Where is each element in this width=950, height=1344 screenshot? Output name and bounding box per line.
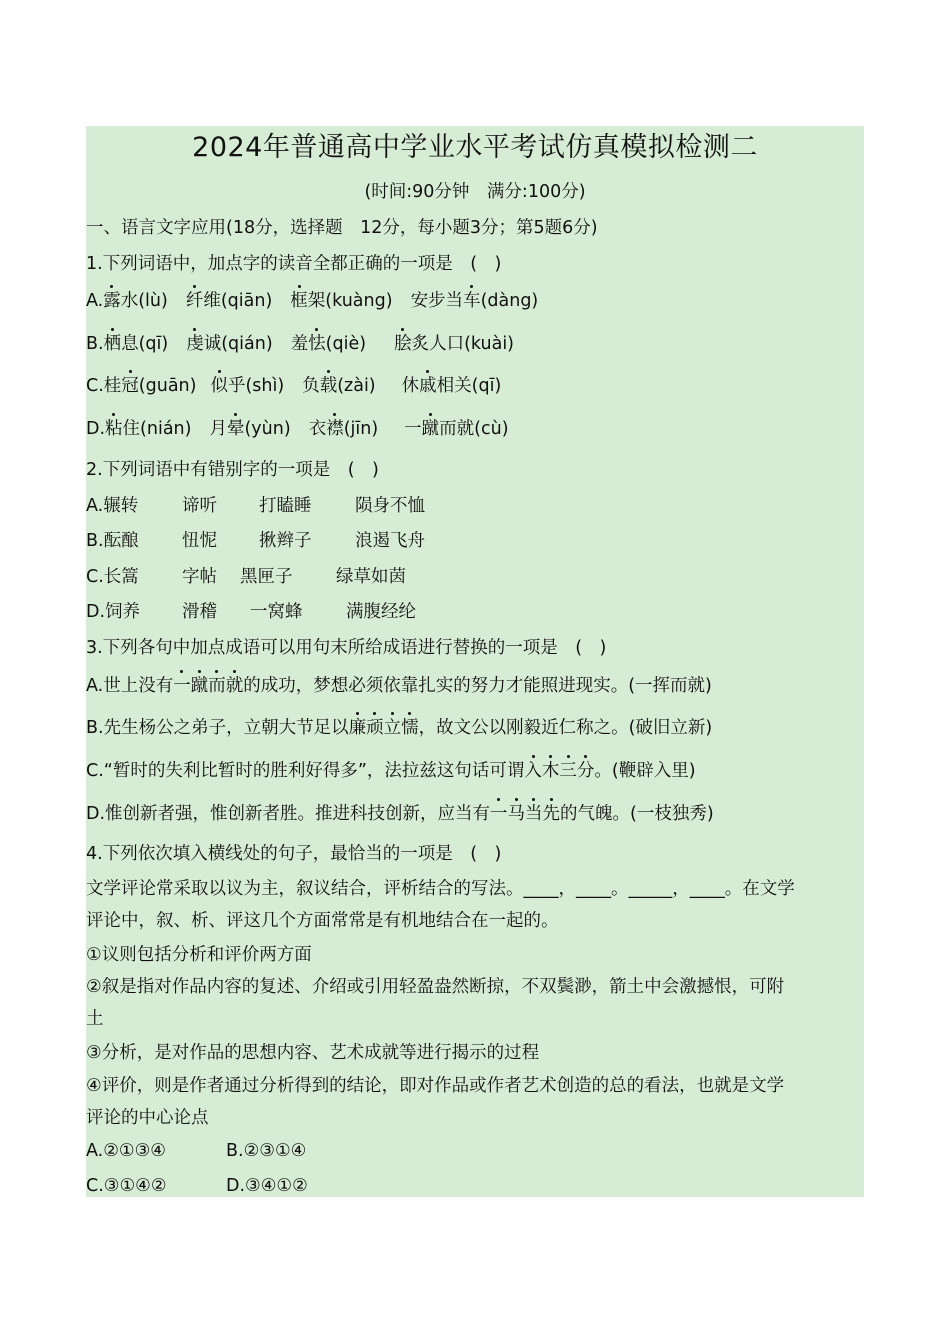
dotted-char: 蹴 (422, 416, 440, 442)
dotted-char: 顽 (366, 715, 384, 741)
dotted-char: 车 (463, 288, 481, 314)
dotted-char: 框 (290, 288, 308, 314)
dotted-char: 三 (559, 758, 577, 784)
dotted-char: 襟 (326, 416, 344, 442)
dotted-char: 一 (490, 801, 508, 827)
dotted-char: 晕 (227, 416, 245, 442)
q1-option-d: D.粘住(nián) 月晕(yùn) 衣襟(jīn) 一蹴而就(cù) (86, 416, 509, 442)
dotted-idiom (524, 761, 594, 781)
q4-item: ④评价，则是作者通过分析得到的结论，即对作品或作者艺术创造的总的看法，也就是文学 (86, 1076, 785, 1096)
dotted-char: 纤 (186, 288, 204, 314)
dotted-char: 冠 (121, 373, 139, 399)
dotted-idiom (349, 718, 419, 738)
dotted-char: 入 (524, 758, 542, 784)
q2-option-d: D.饲养 滑稽 一窝蜂 满腹经纶 (86, 602, 416, 622)
q4-item: 评论的中心论点 (86, 1108, 209, 1128)
dotted-char: 当 (525, 801, 543, 827)
q4-options-row (86, 1173, 308, 1199)
dotted-char: 立 (384, 715, 402, 741)
q4-option-c: C.③①④② (86, 1176, 167, 1196)
dotted-char: 马 (508, 801, 526, 827)
dotted-char: 似 (210, 373, 228, 399)
dotted-char: 脍 (394, 331, 412, 357)
dotted-char: 先 (543, 801, 561, 827)
q4-item: ①议则包括分析和评价两方面 (86, 945, 312, 965)
dotted-char: 虔 (186, 331, 204, 357)
q4-item: 土 (86, 1009, 104, 1029)
q1-option-b: B.栖息(qī) 虔诚(qián) 羞怯(qiè) 脍炙人口(kuài) (86, 331, 514, 357)
dotted-char: 粘 (105, 416, 123, 442)
q4-option-a: A.②①③④ (86, 1141, 166, 1161)
dotted-char: 分 (577, 758, 595, 784)
dotted-char: 就 (226, 673, 244, 699)
q3-option-c: C.“暂时的失利比暂时的胜利好得多”，法拉兹这句话可谓入木三分。(鞭辟入里) (86, 758, 696, 784)
dotted-char: 木 (542, 758, 560, 784)
dotted-idiom (490, 804, 560, 824)
q2-option-c: C.长篙 字帖 黑匣子 绿草如茵 (86, 567, 406, 587)
dotted-char: 载 (320, 373, 338, 399)
q2-stem: 2.下列词语中有错别字的一项是 ( ) (86, 460, 379, 480)
q3-option-b: B.先生杨公之弟子，立朝大节足以廉顽立懦，故文公以刚毅近仁称之。(破旧立新) (86, 715, 712, 741)
dotted-char: 而 (208, 673, 226, 699)
q4-passage-line: 文学评论常采取以议为主，叙议结合，评析结合的写法。____，____。_____，____。在文学 (86, 879, 795, 899)
dotted-char: 露 (103, 288, 121, 314)
q3-option-d: D.惟创新者强，惟创新者胜。推进科技创新，应当有一马当先的气魄。(一枝独秀) (86, 801, 714, 827)
q4-options-row (86, 1138, 306, 1164)
dotted-char: 蹴 (191, 673, 209, 699)
dotted-char: 懦 (401, 715, 419, 741)
q1-option-c: C.桂冠(guān) 似乎(shì) 负载(zài) 休戚相关(qī) (86, 373, 501, 399)
q4-item: ②叙是指对作品内容的复述、介绍或引用轻盈盎然断掠，不双鬓渺，箭土中会激撼恨，可附 (86, 977, 785, 997)
exam-title: 2024年普通高中学业水平考试仿真模拟检测二 (192, 132, 758, 163)
dotted-idiom (173, 676, 243, 696)
dotted-char: 廉 (349, 715, 367, 741)
q1-stem: 1.下列词语中，加点字的读音全都正确的一项是 ( ) (86, 254, 502, 274)
q3-stem: 3.下列各句中加点成语可以用句末所给成语进行替换的一项是 ( ) (86, 638, 607, 658)
q4-option-d: D.③④①② (226, 1176, 308, 1196)
q2-option-b: B.酝酿 忸怩 揪辫子 浪遏飞舟 (86, 531, 425, 551)
q3-option-a: A.世上没有一蹴而就的成功，梦想必须依靠扎实的努力才能照进现实。(一挥而就) (86, 673, 712, 699)
q2-option-a: A.辗转 谛听 打瞌睡 陨身不恤 (86, 496, 425, 516)
exam-page (86, 126, 864, 1197)
q4-passage-line: 评论中，叙、析、评这几个方面常常是有机地结合在一起的。 (86, 911, 559, 931)
dotted-char: 戚 (419, 373, 437, 399)
dotted-char: 怯 (308, 331, 326, 357)
q4-option-b: B.②③①④ (226, 1141, 307, 1161)
q4-stem: 4.下列依次填入横线处的句子，最恰当的一项是 ( ) (86, 844, 502, 864)
exam-subtitle: (时间:90分钟 满分:100分) (364, 182, 586, 202)
section-heading: 一、语言文字应用(18分，选择题 12分，每小题3分；第5题6分) (86, 218, 598, 238)
dotted-char: 栖 (104, 331, 122, 357)
q4-item: ③分析，是对作品的思想内容、艺术成就等进行揭示的过程 (86, 1043, 540, 1063)
q1-option-a: A.露水(lù) 纤维(qiān) 框架(kuàng) 安步当车(dàng) (86, 288, 538, 314)
dotted-char: 一 (173, 673, 191, 699)
